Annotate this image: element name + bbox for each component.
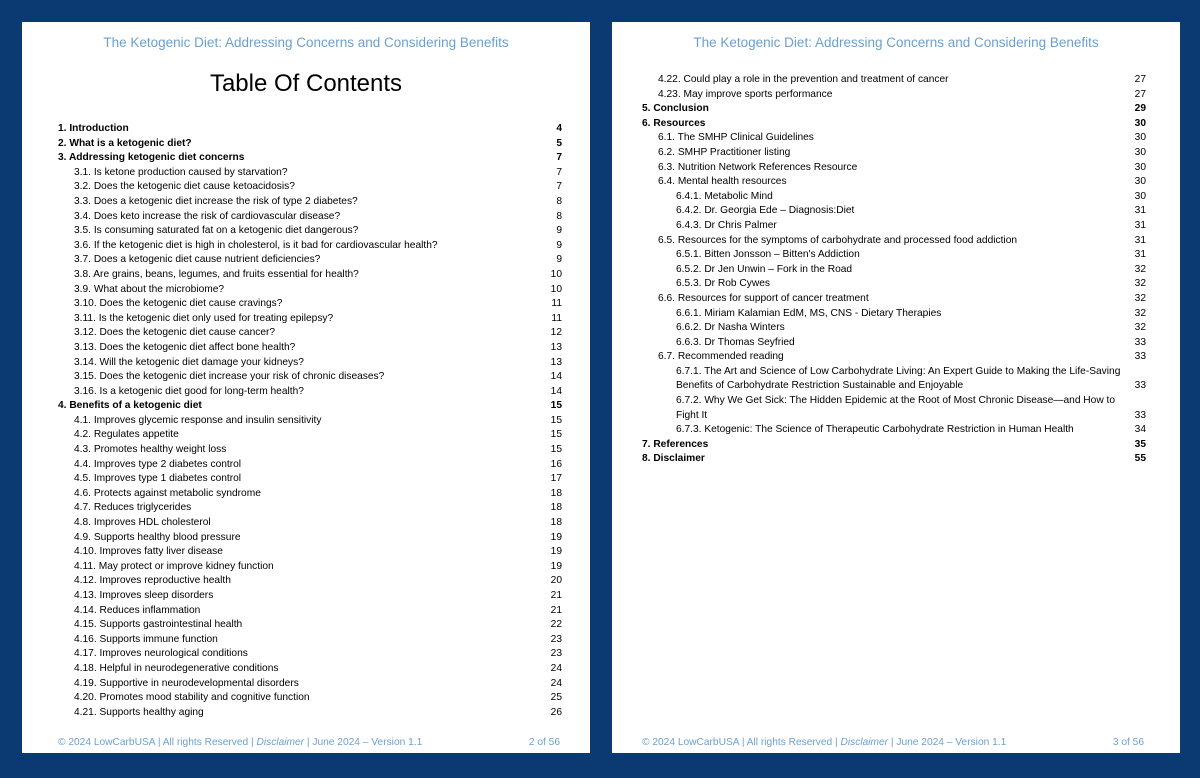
toc-entry-label: 2. What is a ketogenic diet?: [58, 137, 192, 149]
toc-entry[interactable]: [58, 122, 562, 137]
toc-entry-label: 6.7. Recommended reading: [658, 351, 784, 363]
toc-entry[interactable]: [642, 336, 1146, 351]
toc-entry[interactable]: [642, 394, 1146, 423]
toc-entry-label: 4.19. Supportive in neurodevelopmental disorders: [74, 677, 299, 689]
toc-entry[interactable]: [58, 545, 562, 560]
toc-entry[interactable]: [58, 268, 562, 283]
toc-entry[interactable]: [58, 356, 562, 371]
toc-entry-label: 3.1. Is ketone production caused by starvation?: [74, 166, 288, 178]
toc-entry[interactable]: [58, 677, 562, 692]
toc-entry[interactable]: [58, 501, 562, 516]
toc-entry[interactable]: [58, 239, 562, 254]
toc-entry-page: 11: [551, 298, 562, 310]
toc-entry-label: 6.7.3. Ketogenic: The Science of Therapeutic Carbohydrate Restriction in Human Health: [676, 424, 1074, 436]
toc-entry-label: 6.6. Resources for support of cancer treatment: [658, 292, 869, 304]
toc-entry-page: 33: [1134, 336, 1146, 348]
toc-entry-page: 32: [1134, 322, 1146, 334]
footer-disclaimer-link[interactable]: Disclaimer: [840, 737, 889, 748]
toc-entry-label: 4.18. Helpful in neurodegenerative conditions: [74, 662, 279, 674]
toc-entry-label: 3.4. Does keto increase the risk of cardiovascular disease?: [74, 210, 341, 222]
toc-entry-label: 6.6.3. Dr Thomas Seyfried: [676, 336, 795, 348]
toc-entry[interactable]: [58, 399, 562, 414]
toc-entry[interactable]: [58, 443, 562, 458]
footer-disclaimer-link[interactable]: Disclaimer: [256, 737, 305, 748]
toc-entry-label: 6.5. Resources for the symptoms of carbohydrate and processed food addiction: [658, 234, 1018, 246]
toc-entry[interactable]: [58, 574, 562, 589]
toc-entry-page: 30: [1134, 190, 1146, 202]
toc-entry[interactable]: [58, 195, 562, 210]
toc-entry-label: 4.6. Protects against metabolic syndrome: [74, 487, 261, 499]
toc-entry[interactable]: [58, 691, 562, 706]
toc-entry-page: 32: [1134, 292, 1146, 304]
toc-entry-page: 21: [550, 590, 562, 601]
toc-entry[interactable]: [58, 516, 562, 531]
toc-entry-label: 3.10. Does the ketogenic diet cause cravings?: [74, 298, 283, 310]
toc-entry-page: 9: [556, 254, 562, 266]
toc-entry-page: 31: [1134, 234, 1146, 246]
toc-entry[interactable]: [58, 472, 562, 487]
toc-entry-page: 9: [556, 239, 562, 251]
toc-entry[interactable]: [642, 263, 1146, 278]
toc-entry-page: 55: [1134, 453, 1146, 465]
toc-entry-label: 4.16. Supports immune function: [74, 633, 218, 645]
toc-entry-page: 23: [550, 648, 562, 660]
toc-entry-label: 6.4. Mental health resources: [658, 176, 787, 188]
footer-copyright: © 2024 LowCarbUSA | All rights Reserved |: [58, 737, 257, 748]
toc-entry-label: 6.1. The SMHP Clinical Guidelines: [658, 132, 814, 144]
toc-entry-label: 3.9. What about the microbiome?: [74, 283, 225, 295]
toc-entry[interactable]: [642, 175, 1146, 190]
toc-entry-page: 26: [550, 706, 562, 718]
toc-entry-page: 15: [550, 444, 562, 456]
toc-entry-page: 29: [1134, 103, 1146, 115]
toc-entry-page: 16: [550, 458, 562, 470]
toc-entry-label: 8. Disclaimer: [642, 453, 705, 465]
toc-entry[interactable]: [642, 452, 1146, 467]
toc-entry-page: 10: [550, 268, 562, 280]
toc-entry-label: 4.4. Improves type 2 diabetes control: [74, 458, 242, 470]
toc-entry[interactable]: [58, 180, 562, 195]
toc-entry[interactable]: [58, 560, 562, 575]
toc-entry-label: 6.3. Nutrition Network References Resource: [658, 161, 858, 173]
toc-entry-label: 6.6.1. Miriam Kalamian EdM, MS, CNS - Dietary Therapies: [676, 307, 942, 319]
toc-entry[interactable]: [58, 487, 562, 502]
toc-entry-page: 18: [550, 517, 562, 529]
toc-entry[interactable]: [58, 618, 562, 633]
toc-entry-page: 8: [556, 195, 562, 207]
toc-entry-label: 7. References: [642, 438, 709, 450]
toc-entry-page: 30: [1134, 176, 1146, 188]
toc-entry-label: 6.4.3. Dr Chris Palmer: [676, 219, 777, 231]
toc-entry-page: 19: [550, 560, 562, 572]
toc-entry[interactable]: [58, 283, 562, 298]
toc-entry-page: 18: [550, 502, 562, 514]
toc-entry-label: 6.2. SMHP Practitioner listing: [658, 146, 791, 158]
footer-info: [58, 737, 422, 748]
footer-info: [642, 737, 1006, 748]
toc-entry-label: 1. Introduction: [58, 123, 129, 134]
toc-entry[interactable]: [58, 647, 562, 662]
toc-entry-label: 3.2. Does the ketogenic diet cause ketoacidosis?: [74, 181, 295, 193]
toc-entry[interactable]: [642, 248, 1146, 263]
toc-entry-page: 10: [550, 283, 562, 295]
toc-entry[interactable]: [642, 321, 1146, 336]
toc-entry[interactable]: [58, 633, 562, 648]
toc-entry-label: 6.5.1. Bitten Jonsson – Bitten's Addiction: [676, 249, 860, 261]
document-page-left: [22, 22, 590, 753]
toc-entry-label: 3.11. Is the ketogenic diet only used for treating epilepsy?: [74, 312, 334, 324]
footer-version: | June 2024 – Version 1.1: [888, 737, 1007, 748]
footer-copyright: © 2024 LowCarbUSA | All rights Reserved |: [642, 737, 841, 748]
page-header: The Ketogenic Diet: Addressing Concerns and Considering Benefits: [693, 35, 1099, 50]
toc-entry[interactable]: [642, 131, 1146, 146]
toc-entry-page: 11: [551, 312, 562, 324]
table-of-contents-continued: [642, 73, 1146, 467]
toc-entry-page: 15: [550, 414, 562, 426]
toc-entry-page: 19: [550, 546, 562, 558]
toc-entry-page: 20: [550, 575, 562, 587]
toc-entry-label: 3. Addressing ketogenic diet concerns: [58, 152, 245, 164]
toc-entry-page: 33: [1134, 409, 1146, 421]
toc-entry-page: 35: [1134, 438, 1146, 450]
toc-entry[interactable]: [642, 365, 1146, 394]
page-footer: [58, 737, 560, 748]
toc-entry-label: 6.7.2. Why We Get Sick: The Hidden Epidemic at the Root of Most Chronic Disease—and How to Fight It: [676, 395, 1116, 421]
toc-entry-page: 13: [550, 341, 562, 353]
toc-entry-label: 4.10. Improves fatty liver disease: [74, 546, 223, 558]
toc-entry[interactable]: [58, 326, 562, 341]
toc-entry-page: 7: [556, 166, 562, 178]
toc-entry[interactable]: [642, 219, 1146, 234]
toc-entry-page: 17: [550, 473, 562, 485]
page-number: 3 of 56: [1112, 737, 1144, 748]
toc-entry-page: 18: [550, 487, 562, 499]
toc-entry-label: 6.7.1. The Art and Science of Low Carbohydrate Living: An Expert Guide to Making the Life-Saving Benefits of Carbohydrate Restriction Sustainable and Enjoyable: [676, 365, 1121, 392]
toc-entry-page: 23: [550, 633, 562, 645]
toc-entry[interactable]: [58, 224, 562, 239]
toc-entry-page: 32: [1134, 263, 1146, 275]
toc-entry-page: 34: [1134, 424, 1146, 436]
toc-entry-label: 4.3. Promotes healthy weight loss: [74, 444, 227, 456]
toc-entry-label: 3.8. Are grains, beans, legumes, and fruits essential for health?: [74, 268, 359, 280]
toc-entry-page: 22: [550, 619, 562, 631]
toc-entry[interactable]: [58, 706, 562, 721]
toc-entry-label: 4.12. Improves reproductive health: [74, 575, 231, 587]
toc-entry-page: 24: [550, 662, 562, 674]
toc-entry-label: 6.4.1. Metabolic Mind: [676, 190, 773, 202]
toc-entry-label: 4.15. Supports gastrointestinal health: [74, 619, 243, 631]
toc-entry-label: 4.21. Supports healthy aging: [74, 706, 204, 718]
toc-entry-label: 4.22. Could play a role in the prevention and treatment of cancer: [658, 74, 949, 85]
toc-entry[interactable]: [642, 102, 1146, 117]
toc-entry-label: 4.14. Reduces inflammation: [74, 604, 201, 616]
toc-entry[interactable]: [58, 458, 562, 473]
toc-entry[interactable]: [58, 166, 562, 181]
toc-entry-label: 4.23. May improve sports performance: [658, 88, 833, 100]
toc-entry[interactable]: [58, 253, 562, 268]
toc-entry-label: 4.1. Improves glycemic response and insulin sensitivity: [74, 414, 322, 426]
toc-entry[interactable]: [58, 210, 562, 225]
toc-entry[interactable]: [58, 662, 562, 677]
toc-entry-page: 5: [556, 137, 562, 149]
toc-entry-label: 3.16. Is a ketogenic diet good for long-term health?: [74, 385, 304, 397]
toc-entry-page: 30: [1134, 161, 1146, 173]
toc-entry[interactable]: [642, 190, 1146, 205]
toc-entry-page: 33: [1134, 351, 1146, 363]
toc-entry-page: 19: [550, 531, 562, 543]
toc-entry-label: 4.5. Improves type 1 diabetes control: [74, 473, 242, 485]
toc-entry[interactable]: [642, 161, 1146, 176]
toc-entry[interactable]: [642, 307, 1146, 322]
toc-entry[interactable]: [58, 531, 562, 546]
toc-entry[interactable]: [642, 277, 1146, 292]
toc-entry-label: 4.9. Supports healthy blood pressure: [74, 531, 241, 543]
toc-entry-label: 3.14. Will the ketogenic diet damage your kidneys?: [74, 356, 304, 368]
toc-entry[interactable]: [58, 589, 562, 604]
page-number: 2 of 56: [528, 737, 560, 748]
toc-entry-page: 31: [1134, 219, 1146, 231]
toc-entry-page: 32: [1134, 278, 1146, 290]
toc-entry-page: 8: [556, 210, 562, 222]
toc-entry[interactable]: [58, 151, 562, 166]
toc-entry[interactable]: [58, 137, 562, 152]
page-header: The Ketogenic Diet: Addressing Concerns and Considering Benefits: [103, 35, 509, 50]
toc-entry[interactable]: [642, 117, 1146, 132]
toc-entry-page: 30: [1134, 132, 1146, 144]
toc-entry-page: 24: [550, 677, 562, 689]
toc-entry-page: 31: [1134, 205, 1146, 217]
toc-entry-page: 33: [1134, 380, 1146, 392]
toc-entry-label: 6. Resources: [642, 117, 706, 129]
toc-entry-page: 4: [556, 123, 562, 134]
toc-entry[interactable]: [58, 385, 562, 400]
toc-entry-label: 3.12. Does the ketogenic diet cause cancer?: [74, 327, 276, 339]
toc-entry-page: 21: [550, 604, 562, 616]
toc-entry[interactable]: [58, 370, 562, 385]
toc-entry-page: 31: [1134, 249, 1146, 261]
toc-entry[interactable]: [58, 312, 562, 327]
toc-entry-label: 4.13. Improves sleep disorders: [74, 590, 214, 601]
toc-entry-page: 12: [550, 327, 562, 339]
toc-entry-page: 14: [550, 385, 562, 397]
toc-entry-page: 13: [550, 356, 562, 368]
toc-entry-label: 4. Benefits of a ketogenic diet: [58, 400, 202, 412]
toc-entry[interactable]: [642, 350, 1146, 365]
toc-entry[interactable]: [642, 204, 1146, 219]
toc-entry[interactable]: [58, 414, 562, 429]
toc-entry-label: 4.2. Regulates appetite: [74, 429, 179, 441]
toc-entry-label: 4.7. Reduces triglycerides: [74, 502, 192, 514]
toc-entry-page: 32: [1134, 307, 1146, 319]
toc-entry[interactable]: [642, 88, 1146, 103]
toc-entry-page: 7: [556, 152, 562, 164]
page-footer: [642, 737, 1144, 748]
toc-entry-label: 3.13. Does the ketogenic diet affect bone health?: [74, 341, 296, 353]
toc-entry[interactable]: [58, 341, 562, 356]
toc-entry-label: 6.6.2. Dr Nasha Winters: [676, 322, 785, 334]
toc-entry-label: 3.6. If the ketogenic diet is high in cholesterol, is it bad for cardiovascular health?: [74, 239, 438, 251]
toc-entry-label: 3.7. Does a ketogenic diet cause nutrient deficiencies?: [74, 254, 321, 266]
toc-entry-label: 6.5.3. Dr Rob Cywes: [676, 278, 770, 290]
toc-entry[interactable]: [642, 438, 1146, 453]
toc-entry-page: 15: [550, 400, 562, 412]
toc-entry[interactable]: [642, 234, 1146, 249]
toc-entry-label: 5. Conclusion: [642, 103, 709, 115]
toc-entry[interactable]: [642, 73, 1146, 88]
toc-entry-label: 6.4.2. Dr. Georgia Ede – Diagnosis:Diet: [676, 205, 855, 217]
toc-entry-page: 15: [550, 429, 562, 441]
toc-entry[interactable]: [642, 146, 1146, 161]
toc-entry-label: 3.5. Is consuming saturated fat on a ketogenic diet dangerous?: [74, 225, 359, 237]
toc-entry-page: 27: [1134, 74, 1146, 85]
toc-entry[interactable]: [642, 292, 1146, 307]
toc-entry-label: 6.5.2. Dr Jen Unwin – Fork in the Road: [676, 263, 853, 275]
toc-entry-page: 30: [1134, 117, 1146, 129]
toc-entry-label: 3.15. Does the ketogenic diet increase your risk of chronic diseases?: [74, 371, 385, 383]
toc-entry-page: 30: [1134, 146, 1146, 158]
toc-entry-label: 4.11. May protect or improve kidney function: [74, 560, 274, 572]
toc-entry-page: 25: [550, 692, 562, 704]
toc-entry[interactable]: [58, 428, 562, 443]
toc-entry-page: 7: [556, 181, 562, 193]
toc-entry-page: 14: [550, 371, 562, 383]
toc-entry[interactable]: [642, 423, 1146, 438]
toc-entry-page: 9: [556, 225, 562, 237]
toc-entry-label: 4.17. Improves neurological conditions: [74, 648, 248, 660]
toc-entry-label: 4.20. Promotes mood stability and cognitive function: [74, 692, 310, 704]
toc-entry[interactable]: [58, 297, 562, 312]
table-of-contents: [58, 122, 562, 720]
document-page-right: [612, 22, 1180, 753]
toc-entry[interactable]: [58, 604, 562, 619]
toc-title: Table Of Contents: [209, 70, 403, 97]
footer-version: | June 2024 – Version 1.1: [304, 737, 423, 748]
toc-entry-label: 4.8. Improves HDL cholesterol: [74, 517, 211, 529]
toc-entry-label: 3.3. Does a ketogenic diet increase the risk of type 2 diabetes?: [74, 195, 358, 207]
toc-entry-page: 27: [1134, 88, 1146, 100]
